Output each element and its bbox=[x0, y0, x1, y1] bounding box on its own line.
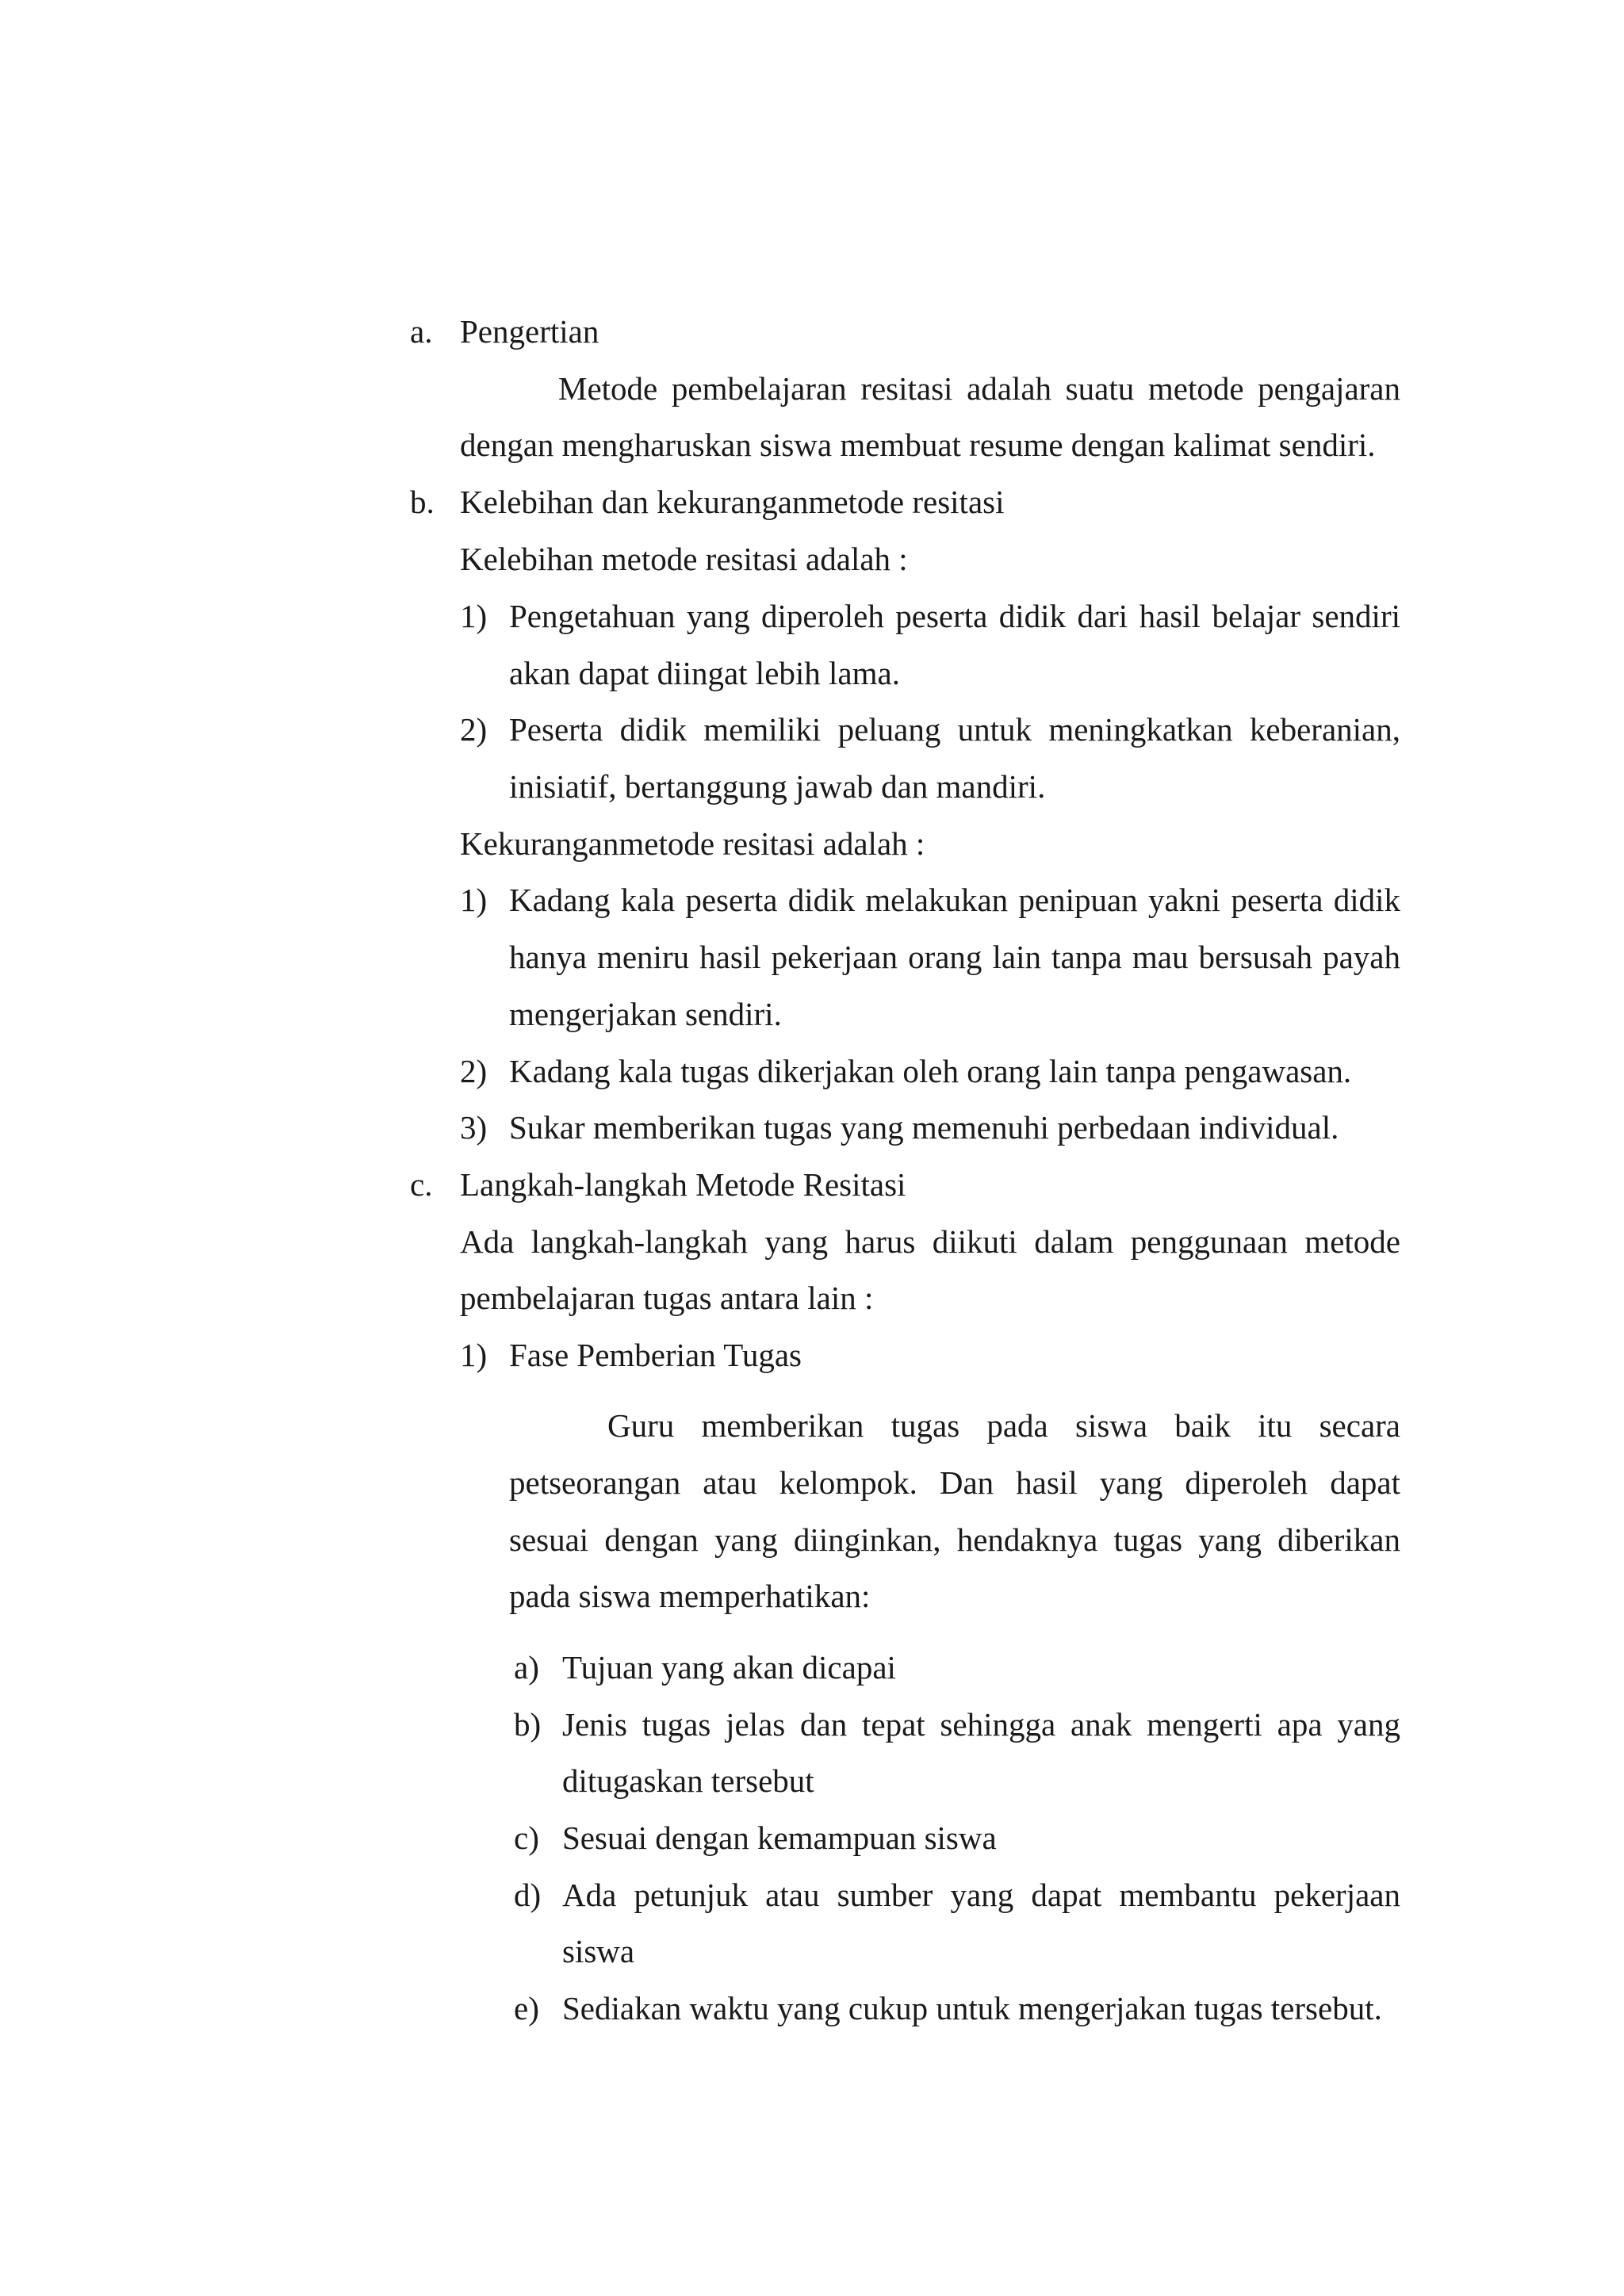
list-item-text: Sukar memberikan tugas yang memenuhi perbedaan individual. bbox=[509, 1109, 1339, 1146]
sub-item-letter: c) bbox=[514, 1820, 539, 1856]
step-paragraph-line: Guru memberikan tugas pada siswa baik itu secara bbox=[607, 1407, 1400, 1444]
list-item-number: 2) bbox=[460, 1053, 488, 1089]
section-b-marker: b. bbox=[410, 484, 435, 520]
section-a-paragraph-line: Metode pembelajaran resitasi adalah suatu metode pengajaran bbox=[558, 370, 1400, 407]
kekurangan-intro: Kekuranganmetode resitasi adalah : bbox=[460, 825, 925, 862]
list-item-text: hanya meniru hasil pekerjaan orang lain tanpa mau bersusah payah bbox=[509, 939, 1400, 975]
list-item-number: 1) bbox=[460, 598, 488, 634]
sub-item-text: Sesuai dengan kemampuan siswa bbox=[562, 1820, 997, 1856]
list-item-text: mengerjakan sendiri. bbox=[509, 996, 782, 1032]
list-item-text: Pengetahuan yang diperoleh peserta didik dari hasil belajar sendiri bbox=[509, 598, 1400, 634]
list-item-text: akan dapat diingat lebih lama. bbox=[509, 655, 900, 691]
sub-item-letter: b) bbox=[514, 1706, 542, 1743]
step-paragraph-line: petseorangan atau kelompok. Dan hasil yang diperoleh dapat bbox=[509, 1464, 1400, 1501]
list-item-text: Kadang kala peserta didik melakukan penipuan yakni peserta didik bbox=[509, 882, 1400, 918]
sub-item-text: Sediakan waktu yang cukup untuk mengerjakan tugas tersebut. bbox=[562, 1990, 1382, 2026]
list-item-number: 3) bbox=[460, 1109, 488, 1146]
sub-item-letter: d) bbox=[514, 1877, 542, 1913]
list-item-text: Kadang kala tugas dikerjakan oleh orang lain tanpa pengawasan. bbox=[509, 1053, 1352, 1089]
step-title: Fase Pemberian Tugas bbox=[509, 1337, 802, 1373]
sub-item-text: siswa bbox=[562, 1933, 635, 1969]
kelebihan-intro: Kelebihan metode resitasi adalah : bbox=[460, 541, 908, 577]
list-item-text: Peserta didik memiliki peluang untuk meningkatkan keberanian, bbox=[509, 711, 1400, 748]
section-a-title: Pengertian bbox=[460, 313, 599, 350]
sub-item-letter: e) bbox=[514, 1990, 539, 2026]
section-a-paragraph-line: dengan mengharuskan siswa membuat resume dengan kalimat sendiri. bbox=[460, 427, 1376, 463]
section-c-intro-line: Ada langkah-langkah yang harus diikuti dalam penggunaan metode bbox=[460, 1223, 1400, 1260]
list-item-number: 2) bbox=[460, 711, 488, 748]
section-c-title: Langkah-langkah Metode Resitasi bbox=[460, 1166, 906, 1203]
step-paragraph-line: sesuai dengan yang diinginkan, hendaknya tugas yang diberikan bbox=[509, 1521, 1400, 1558]
sub-item-letter: a) bbox=[514, 1649, 539, 1686]
section-b-title: Kelebihan dan kekuranganmetode resitasi bbox=[460, 484, 1005, 520]
step-paragraph-line: pada siswa memperhatikan: bbox=[509, 1578, 871, 1614]
sub-item-text: Ada petunjuk atau sumber yang dapat membantu pekerjaan bbox=[562, 1877, 1400, 1913]
list-item-number: 1) bbox=[460, 1337, 488, 1373]
list-item-number: 1) bbox=[460, 882, 488, 918]
section-a-marker: a. bbox=[410, 313, 433, 350]
sub-item-text: ditugaskan tersebut bbox=[562, 1762, 814, 1799]
sub-item-text: Jenis tugas jelas dan tepat sehingga anak mengerti apa yang bbox=[562, 1706, 1400, 1743]
section-c-intro-line: pembelajaran tugas antara lain : bbox=[460, 1280, 874, 1316]
sub-item-text: Tujuan yang akan dicapai bbox=[562, 1649, 896, 1686]
list-item-text: inisiatif, bertanggung jawab dan mandiri. bbox=[509, 768, 1046, 805]
section-c-marker: c. bbox=[410, 1166, 433, 1203]
